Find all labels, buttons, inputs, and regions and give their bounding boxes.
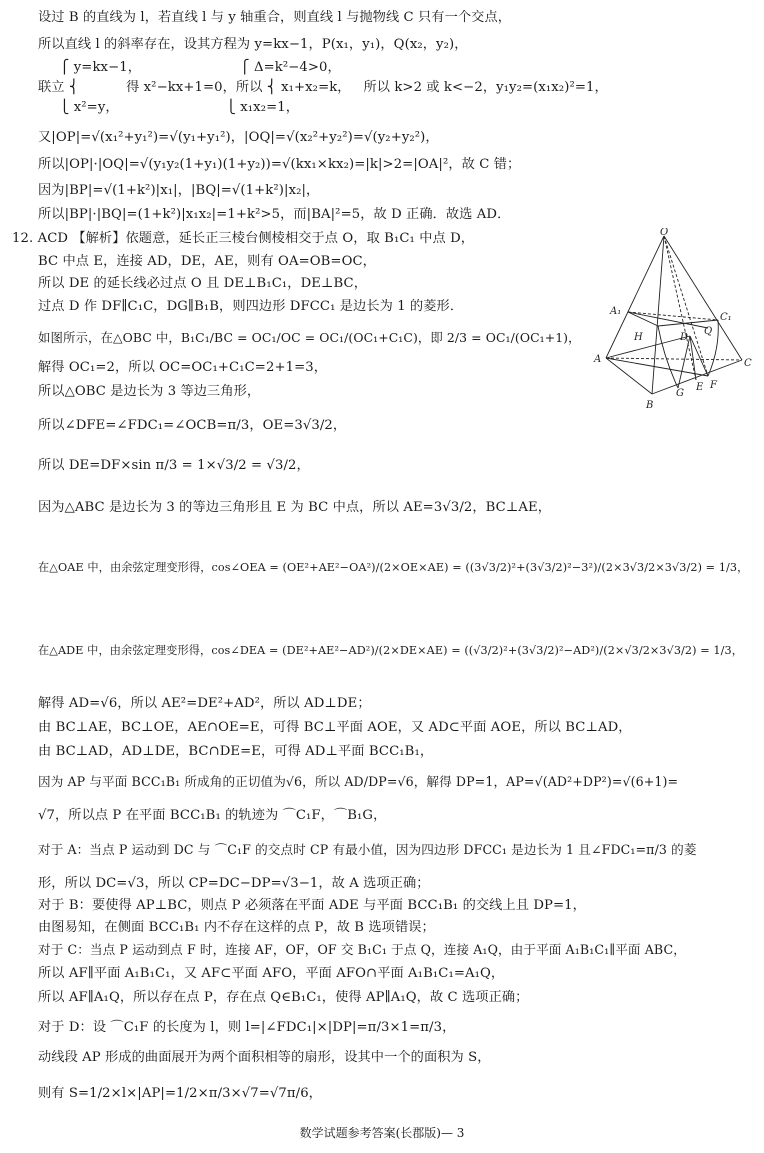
page-footer: 数学试题参考答案(长郡版)— 3 xyxy=(299,1126,465,1140)
text-line: 所以△OBC 是边长为 3 等边三角形， xyxy=(38,384,261,399)
text-line: 在△ADE 中，由余弦定理变形得，cos∠DEA = (DE²+AE²−AD²)/(2×DE×AE) = ((√3/2)²+(3√3/2)²−AD²)/(2×√3/2×3√3/2) = 1/3， xyxy=(38,644,743,657)
label-A: A xyxy=(594,354,602,365)
text-line: 如图所示，在△OBC 中，B₁C₁/BC = OC₁/OC = OC₁/(OC₁+C₁C)，即 2/3 = OC₁/(OC₁+1)， xyxy=(38,330,581,345)
text-line: 所以 AF∥平面 A₁B₁C₁，又 AF⊂平面 AFO，平面 AFO∩平面 A₁B₁C₁=A₁Q， xyxy=(38,966,505,981)
label-C1: C₁ xyxy=(720,312,732,323)
label-O: O xyxy=(660,228,669,238)
label-B: B xyxy=(646,400,654,411)
text-line: ⎩ x²=y， ⎩ x₁x₂=1， xyxy=(38,100,300,115)
text-line: 由 BC⊥AE，BC⊥OE，AE∩OE=E，可得 BC⊥平面 AOE，又 AD⊂平面 AOE，所以 BC⊥AD， xyxy=(38,720,632,735)
text-line: 所以 DE 的延长线必过点 O 且 DE⊥B₁C₁，DE⊥BC， xyxy=(38,276,368,291)
text-line: 则有 S=1/2×l×|AP|=1/2×π/3×√7=√7π/6， xyxy=(38,1086,322,1101)
text-line: 解得 AD=√6，所以 AE²=DE²+AD²，所以 AD⊥DE； xyxy=(38,696,371,711)
label-H: H xyxy=(634,332,643,343)
label-E: E xyxy=(696,382,704,393)
text-line: 对于 D：设 ⌒C₁F 的长度为 l，则 l=|∠FDC₁|×|DP|=π/3×1=π/3， xyxy=(38,1020,456,1035)
text-line: 因为 AP 与平面 BCC₁B₁ 所成角的正切值为√6，所以 AD/DP=√6，解得 DP=1，AP=√(AD²+DP²)=√(6+1)= xyxy=(38,774,679,789)
text-line: 因为△ABC 是边长为 3 的等边三角形且 E 为 BC 中点，所以 AE=3√3/2，BC⊥AE， xyxy=(38,500,552,515)
label-C: C xyxy=(744,358,752,369)
text-line: 所以|BP|·|BQ|=(1+k²)|x₁x₂|=1+k²>5，而|BA|²=5，故 D 正确．故选 AD． xyxy=(38,207,511,222)
label-Q: Q xyxy=(704,326,713,337)
text-line: 联立 ⎨ 得 x²−kx+1=0，所以 ⎨ x₁+x₂=k， 所以 k>2 或 k<−2，y₁y₂=(x₁x₂)²=1， xyxy=(38,80,608,95)
text-line: 在△OAE 中，由余弦定理变形得，cos∠OEA = (OE²+AE²−OA²)/(2×OE×AE) = ((3√3/2)²+(3√3/2)²−3²)/(2×3√3/2×3√3/2) = 1/3， xyxy=(38,561,749,574)
frustum-figure xyxy=(592,228,760,414)
text-line: 动线段 AP 形成的曲面展开为两个面积相等的扇形，设其中一个的面积为 S， xyxy=(38,1050,491,1065)
text-line: 所以∠DFE=∠FDC₁=∠OCB=π/3，OE=3√3/2， xyxy=(38,418,347,433)
text-line: BC 中点 E，连接 AD，DE，AE，则有 OA=OB=OC， xyxy=(38,254,376,269)
text-line: √7，所以点 P 在平面 BCC₁B₁ 的轨迹为 ⌒C₁F，⌒B₁G， xyxy=(38,808,387,823)
text-line: 过点 D 作 DF∥C₁C，DG∥B₁B，则四边形 DFCC₁ 是边长为 1 的菱形． xyxy=(38,299,464,314)
text-line: 又|OP|=√(x₁²+y₁²)=√(y₁+y₁²)，|OQ|=√(x₂²+y₂²)=√(y₂+y₂²)， xyxy=(38,130,439,145)
text-line: 所以 DE=DF×sin π/3 = 1×√3/2 = √3/2， xyxy=(38,458,310,473)
text-line: 对于 C：当点 P 运动到点 F 时，连接 AF，OF，OF 交 B₁C₁ 于点 Q，连接 A₁Q，由于平面 A₁B₁C₁∥平面 ABC， xyxy=(38,942,686,957)
label-A1: A₁ xyxy=(610,306,622,317)
text-line: 由 BC⊥AD，AD⊥DE，BC∩DE=E，可得 AD⊥平面 BCC₁B₁， xyxy=(38,744,434,759)
text-line: ⎧ y=kx−1， ⎧ Δ=k²−4>0， xyxy=(38,60,341,75)
label-F: F xyxy=(710,380,717,391)
text-line: 所以直线 l 的斜率存在，设其方程为 y=kx−1，P(x₁，y₁)，Q(x₂，y₂)， xyxy=(38,37,468,52)
text-line: 因为|BP|=√(1+k²)|x₁|，|BQ|=√(1+k²)|x₂|， xyxy=(38,183,320,198)
text-line: 解得 OC₁=2，所以 OC=OC₁+C₁C=2+1=3， xyxy=(38,360,328,375)
text-line: 由图易知，在侧面 BCC₁B₁ 内不存在这样的点 P，故 B 选项错误； xyxy=(38,920,435,935)
question-heading: 12. ACD 【解析】依题意，延长正三棱台侧棱相交于点 O，取 B₁C₁ 中点 D， xyxy=(12,231,475,246)
label-G: G xyxy=(676,388,684,399)
text-line: 对于 A：当点 P 运动到 DC 与 ⌒C₁F 的交点时 CP 有最小值，因为四边形 DFCC₁ 是边长为 1 且∠FDC₁=π/3 的菱 xyxy=(38,842,697,857)
text-line: 形，所以 DC=√3，所以 CP=DC−DP=√3−1，故 A 选项正确； xyxy=(38,876,430,891)
text-line: 对于 B：要使得 AP⊥BC，则点 P 必须落在平面 ADE 与平面 BCC₁B₁ 的交线上且 DP=1， xyxy=(38,898,586,913)
text-line: 设过 B 的直线为 l，若直线 l 与 y 轴重合，则直线 l 与抛物线 C 只有一个交点， xyxy=(38,10,512,25)
label-D: D xyxy=(680,332,689,343)
text-line: 所以 AF∥A₁Q，所以存在点 P，存在点 Q∈B₁C₁，使得 AP∥A₁Q，故 C 选项正确； xyxy=(38,990,529,1005)
text-line: 所以|OP|·|OQ|=√(y₁y₂(1+y₁)(1+y₂))=√(kx₁×kx₂)=|k|>2=|OA|²，故 C 错； xyxy=(38,157,521,172)
